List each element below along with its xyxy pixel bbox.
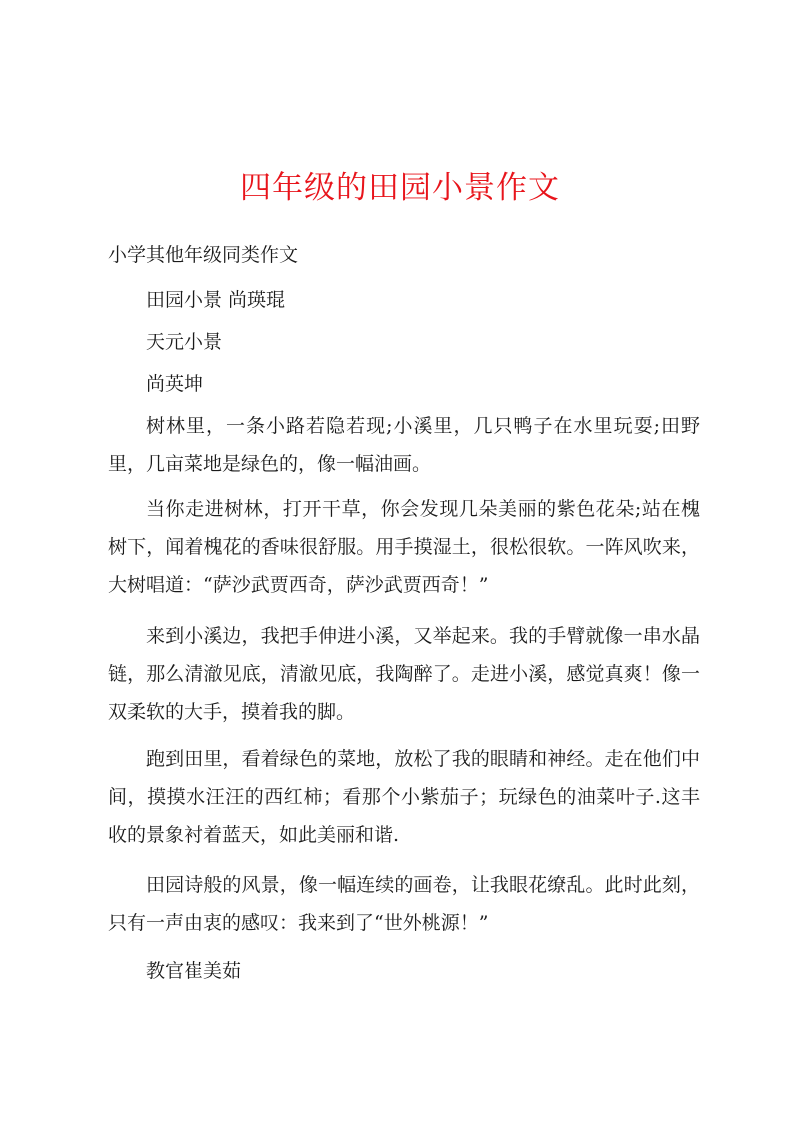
paragraph-4: 跑到田里，看着绿色的菜地，放松了我的眼睛和神经。走在他们中间，摸摸水汪汪的西红柿；看那个小紫茄子；玩绿色的油菜叶子.这丰收的景象衬着蓝天，如此美丽和谐. <box>108 748 700 846</box>
signature-line: 教官崔美茹 <box>146 960 242 982</box>
paragraph-3: 来到小溪边，我把手伸进小溪，又举起来。我的手臂就像一串水晶链，那么清澈见底，清澈见底，我陶醉了。走进小溪，感觉真爽！像一双柔软的大手，摸着我的脚。 <box>108 625 700 723</box>
paragraph-2: 当你走进树林，打开干草，你会发现几朵美丽的紫色花朵;站在槐树下，闻着槐花的香味很舒服。用手摸湿土，很松很软。一阵风吹来，大树唱道：“萨沙武贾西奇，萨沙武贾西奇！” <box>108 498 700 596</box>
author-line: 尚英坤 <box>146 373 204 395</box>
heading-line-2: 天元小景 <box>146 331 223 353</box>
document-title: 四年级的田园小景作文 <box>240 170 560 206</box>
heading-line-1: 田园小景 尚瑛琨 <box>146 289 286 311</box>
paragraph-5: 田园诗般的风景，像一幅连续的画卷，让我眼花缭乱。此时此刻，只有一声由衷的感叹：我来到了“世外桃源！” <box>108 874 700 934</box>
category-line: 小学其他年级同类作文 <box>108 244 299 266</box>
paragraph-1: 树林里，一条小路若隐若现;小溪里，几只鸭子在水里玩耍;田野里，几亩菜地是绿色的，像一幅油画。 <box>108 415 700 475</box>
